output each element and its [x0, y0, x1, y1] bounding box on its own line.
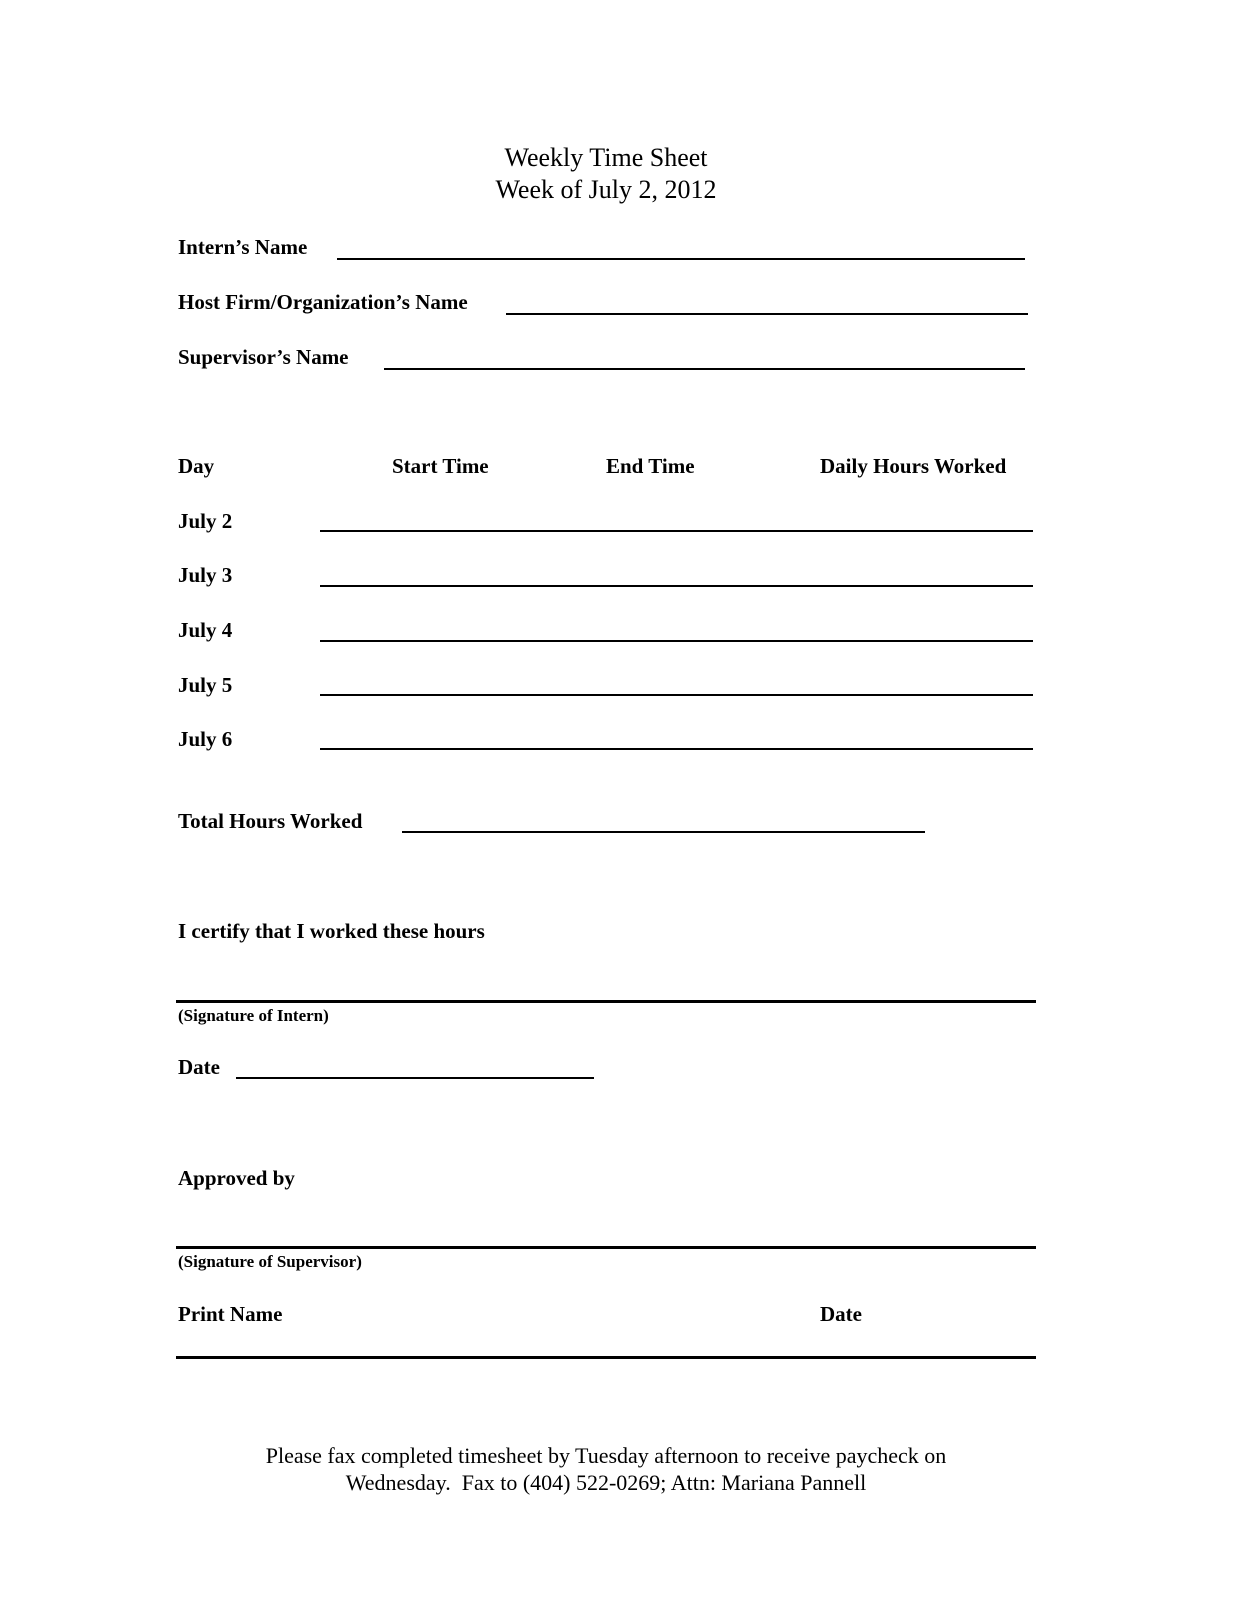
- intern-name-label: Intern’s Name: [178, 235, 308, 259]
- day-label: July 4: [178, 618, 233, 642]
- day-entry-field[interactable]: [320, 748, 1033, 750]
- host-name-field[interactable]: [506, 313, 1028, 315]
- day-entry-field[interactable]: [320, 530, 1033, 532]
- certify-statement: I certify that I worked these hours: [178, 919, 485, 943]
- total-hours-field[interactable]: [402, 831, 925, 833]
- day-label: July 2: [178, 509, 233, 533]
- date-field[interactable]: [236, 1077, 594, 1079]
- host-name-label: Host Firm/Organization’s Name: [178, 290, 468, 314]
- approved-by-label: Approved by: [178, 1166, 295, 1190]
- supervisor-signature-label: (Signature of Supervisor): [178, 1252, 362, 1271]
- column-header-daily-hours: Daily Hours Worked: [820, 454, 1007, 478]
- supervisor-name-field[interactable]: [384, 368, 1025, 370]
- supervisor-name-label: Supervisor’s Name: [178, 345, 349, 369]
- day-label: July 5: [178, 673, 233, 697]
- day-label: July 6: [178, 727, 233, 751]
- day-entry-field[interactable]: [320, 585, 1033, 587]
- footer-instructions-line2: Wednesday. Fax to (404) 522-0269; Attn: Mariana Pannell: [345, 1470, 867, 1495]
- column-header-day: Day: [178, 454, 215, 478]
- column-header-end-time: End Time: [606, 454, 695, 478]
- page-subtitle: Week of July 2, 2012: [495, 175, 717, 204]
- day-entry-field[interactable]: [320, 694, 1033, 696]
- column-header-start-time: Start Time: [392, 454, 489, 478]
- intern-name-field[interactable]: [337, 258, 1025, 260]
- total-hours-label: Total Hours Worked: [178, 809, 363, 833]
- intern-signature-label: (Signature of Intern): [178, 1006, 329, 1025]
- page-title: Weekly Time Sheet: [504, 143, 708, 172]
- intern-signature-field[interactable]: [176, 1000, 1036, 1003]
- footer-instructions-line1: Please fax completed timesheet by Tuesday afternoon to receive paycheck on: [265, 1443, 947, 1468]
- supervisor-signature-field[interactable]: [176, 1246, 1036, 1249]
- print-name-label: Print Name: [178, 1302, 283, 1326]
- print-date-label: Date: [820, 1302, 862, 1326]
- date-label: Date: [178, 1055, 220, 1079]
- print-name-date-field[interactable]: [176, 1356, 1036, 1359]
- day-entry-field[interactable]: [320, 640, 1033, 642]
- day-label: July 3: [178, 563, 233, 587]
